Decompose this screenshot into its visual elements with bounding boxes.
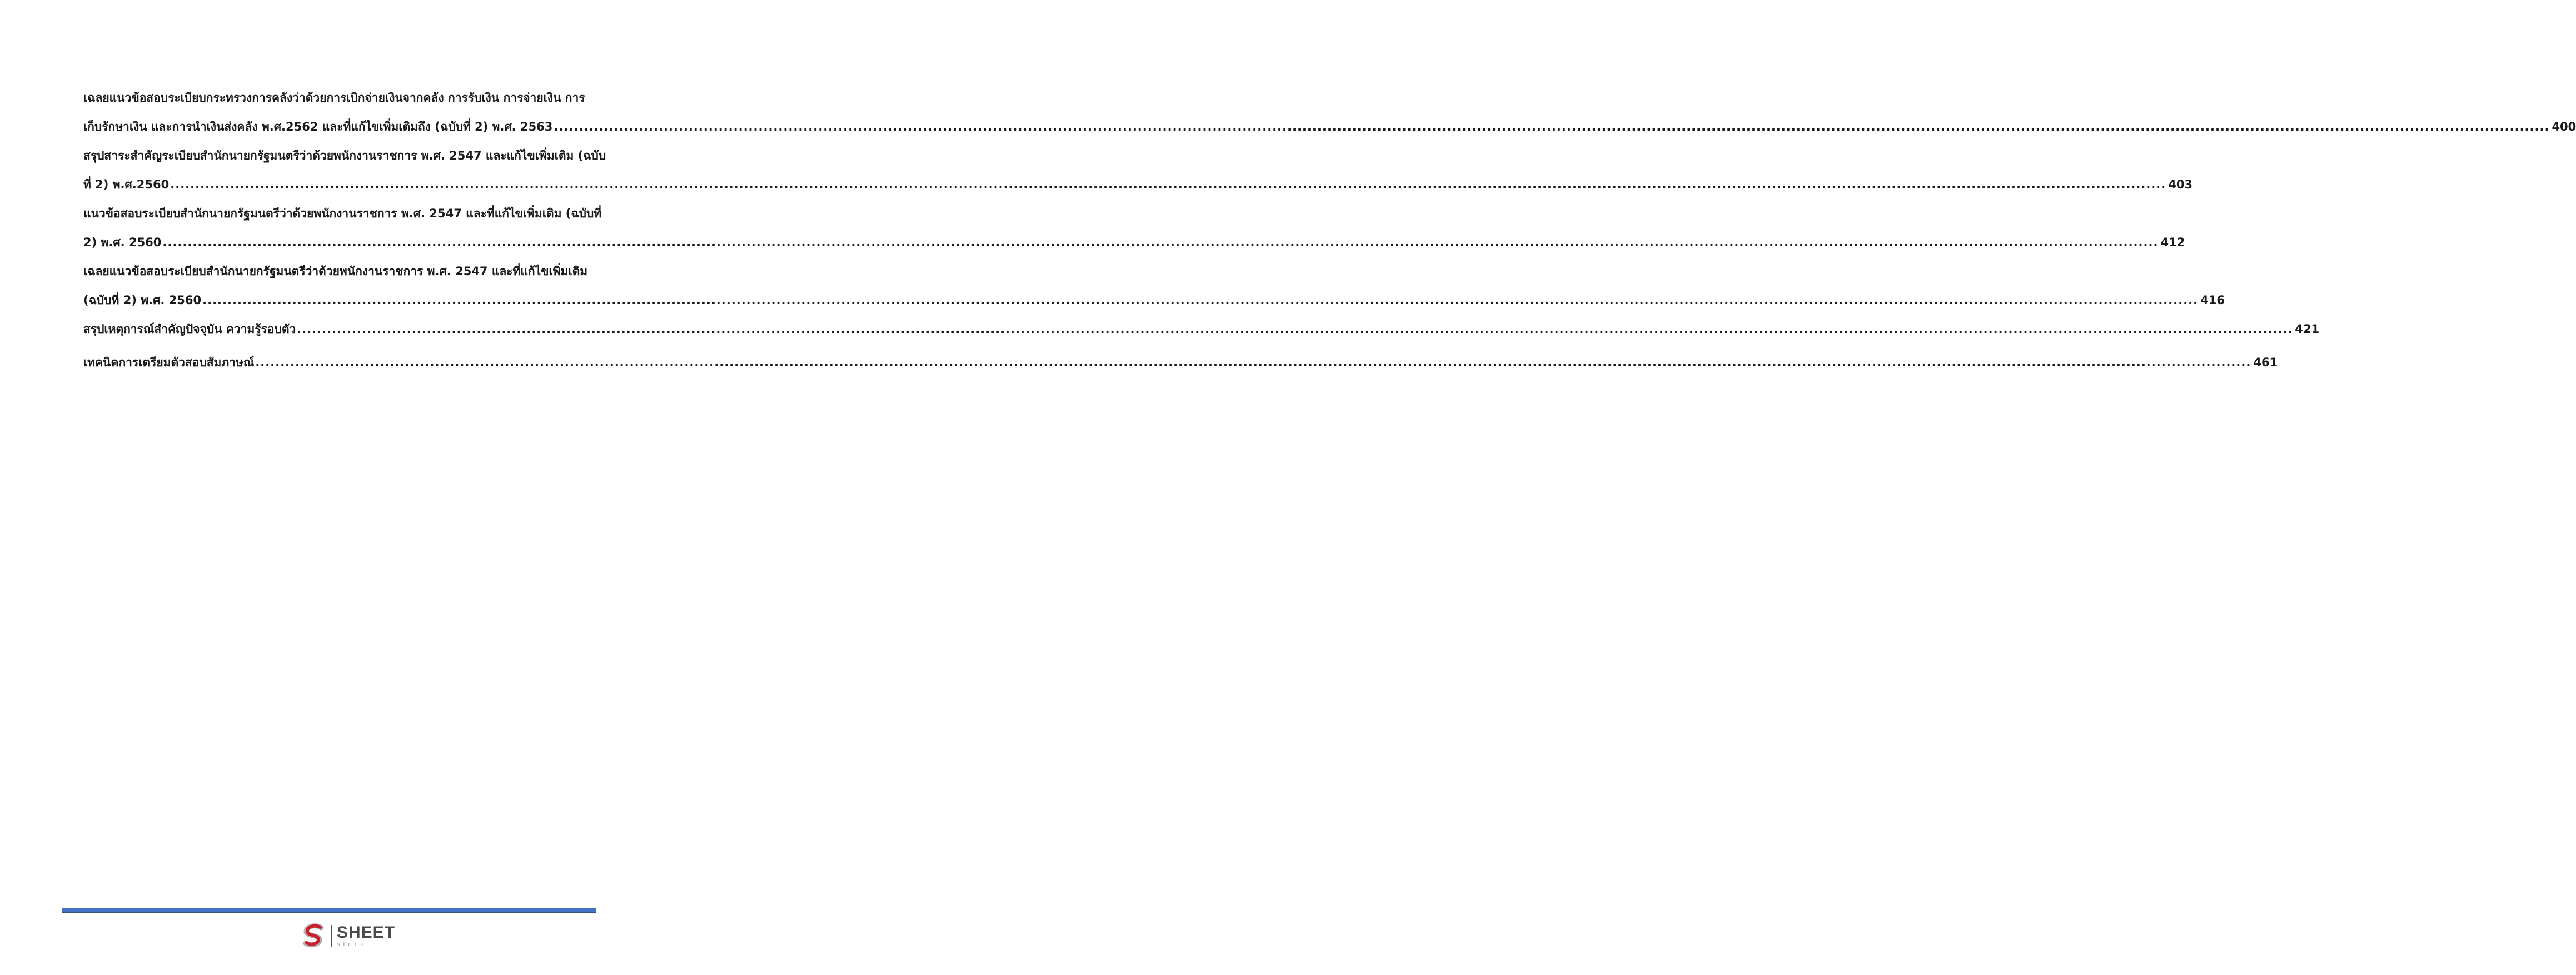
toc-entry-title-end: เทคนิคการเตรียมตัวสอบสัมภาษณ์ xyxy=(83,356,255,369)
toc-entry[interactable] xyxy=(83,199,2185,257)
toc-entry[interactable] xyxy=(83,83,2576,141)
toc-entry-title-line: แนวข้อสอบระเบียบสำนักนายกรัฐมนตรีว่าด้วยพนักงานราชการ พ.ศ. 2547 และที่แก้ไขเพิ่มเติม (ฉบับที่ xyxy=(83,207,602,220)
footer-rule xyxy=(62,908,596,913)
toc-entry-title-line: สรุปสาระสำคัญระเบียบสำนักนายกรัฐมนตรีว่าด้วยพนักงานราชการ พ.ศ. 2547 และแก้ไขเพิ่มเติม (ฉบับ xyxy=(83,149,606,162)
toc-entry[interactable] xyxy=(83,141,2193,199)
toc-page-number: 403 xyxy=(2168,178,2193,191)
toc-entry-last-line xyxy=(83,170,2193,199)
toc-entry-title-end: 2) พ.ศ. 2560 xyxy=(83,236,162,249)
toc-entry-title-line: เฉลยแนวข้อสอบระเบียบกระทรวงการคลังว่าด้วยการเบิกจ่ายเงินจากคลัง การรับเงิน การจ่ายเงิน การ xyxy=(83,91,585,105)
toc-dot-leader: ................................................................................................................................................................................................................................................................................................................................................................................................................ xyxy=(554,120,2550,133)
toc-entry[interactable] xyxy=(83,315,2320,344)
toc-dot-leader: ................................................................................................................................................................................................................................................................................................................................................................................................................ xyxy=(297,322,2293,336)
toc-entry-title-end: เก็บรักษาเงิน และการนำเงินส่งคลัง พ.ศ.2562 และที่แก้ไขเพิ่มเติมถึง (ฉบับที่ 2) พ.ศ. 2563 xyxy=(83,120,553,133)
toc-entry[interactable] xyxy=(83,257,2225,315)
toc-dot-leader: ................................................................................................................................................................................................................................................................................................................................................................................................................ xyxy=(162,236,2159,249)
toc-page-number: 416 xyxy=(2200,294,2225,307)
toc-entry-title-line: เฉลยแนวข้อสอบระเบียบสำนักนายกรัฐมนตรีว่าด้วยพนักงานราชการ พ.ศ. 2547 และที่แก้ไขเพิ่มเติม xyxy=(83,265,588,278)
logo-separator xyxy=(331,925,332,947)
toc-dot-leader: ................................................................................................................................................................................................................................................................................................................................................................................................................ xyxy=(202,294,2199,307)
logo-name: SHEET xyxy=(337,923,396,942)
toc-entry-last-line xyxy=(83,112,2576,141)
sheet-store-s-logo-icon xyxy=(300,922,328,950)
sheet-store-logo xyxy=(300,921,395,951)
toc-entry-last-line xyxy=(83,228,2185,257)
toc-entry-title-end: (ฉบับที่ 2) พ.ศ. 2560 xyxy=(83,294,202,307)
toc-dot-leader: ................................................................................................................................................................................................................................................................................................................................................................................................................ xyxy=(170,178,2166,191)
toc-entry-last-line xyxy=(83,286,2225,315)
toc-entry[interactable] xyxy=(83,348,2278,377)
toc-entry-title-end: ที่ 2) พ.ศ.2560 xyxy=(83,178,170,191)
toc-entry-last-line xyxy=(83,348,2278,377)
toc-page-number: 421 xyxy=(2295,322,2320,336)
table-of-contents xyxy=(83,83,2576,381)
toc-page-number: 400 xyxy=(2552,120,2576,133)
logo-text xyxy=(337,924,395,948)
logo-subtitle: store xyxy=(337,941,367,948)
toc-page-number: 461 xyxy=(2253,356,2278,369)
toc-page-number: 412 xyxy=(2160,236,2185,249)
toc-dot-leader: ................................................................................................................................................................................................................................................................................................................................................................................................................ xyxy=(255,356,2251,369)
toc-entry-title-end: สรุปเหตุการณ์สำคัญปัจจุบัน ความรู้รอบตัว xyxy=(83,322,296,336)
toc-entry-last-line xyxy=(83,315,2320,344)
